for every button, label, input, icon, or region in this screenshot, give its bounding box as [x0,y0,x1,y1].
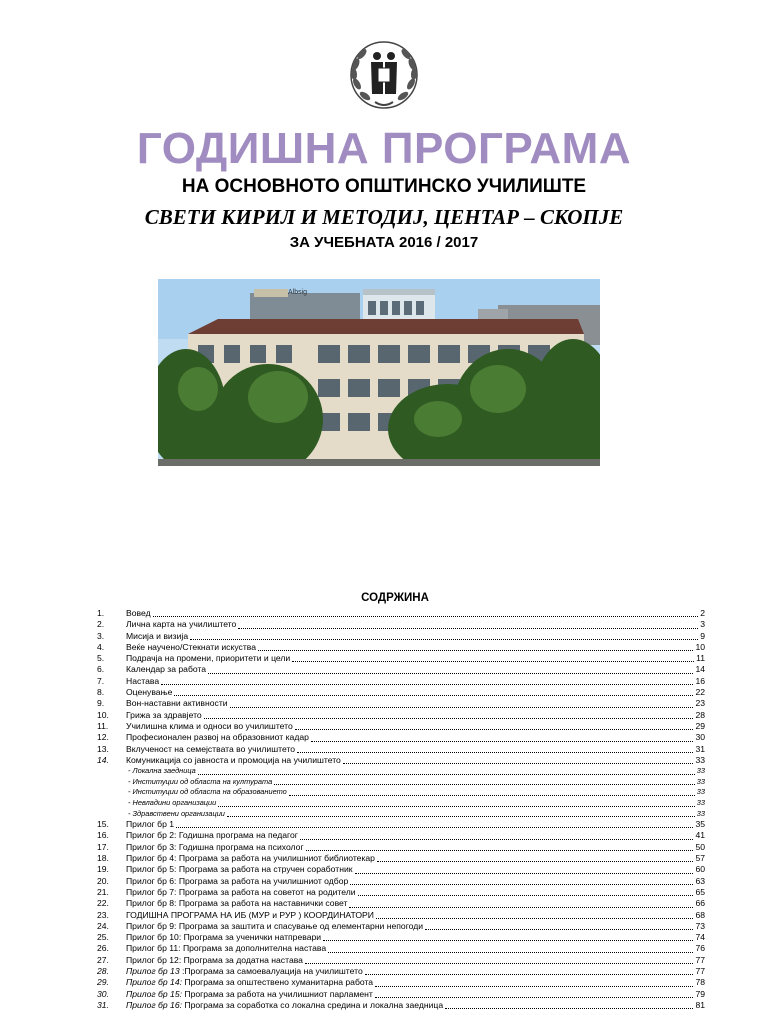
toc-subrow[interactable] [97,766,705,777]
toc-page: 65 [695,886,705,897]
toc-label: Оценување [126,687,173,698]
dot-leader [377,861,693,862]
toc-page: 60 [695,864,705,875]
toc-label: Прилог бр 5: Програма за работа на стручен соработник [126,864,353,875]
toc-row[interactable] [97,710,705,721]
dot-leader [328,952,693,953]
toc-page: 28 [695,709,705,720]
toc-number: 17. [97,841,109,852]
dot-leader [297,752,693,753]
toc-page: 33 [696,797,705,807]
toc-label: Вклученост на семејствата во училиштето [126,743,296,754]
toc-label: Прилог бр 12: Програма за додатна настава [126,954,303,965]
toc-row[interactable] [97,721,705,732]
toc-row[interactable] [97,876,705,887]
toc-label: Календар за работа [126,664,207,675]
toc-label: Мисија и визија [126,630,189,641]
toc-label: Прилог бр 7: Програма за работа на советот на родители [126,886,356,897]
toc-row[interactable] [97,842,705,853]
toc-row[interactable] [97,977,705,988]
toc-label: Училишна клима и односи во училиштето [126,720,293,731]
toc-row[interactable] [97,966,705,977]
toc-number: 14. [97,754,109,765]
toc-number: 15. [97,819,109,830]
dot-leader [425,929,693,930]
toc-row[interactable] [97,698,705,709]
toc-label: Прилог бр 11: Програма за дополнителна настава [126,943,327,954]
toc-row[interactable] [97,819,705,830]
document-title: ГОДИШНА ПРОГРАМА [136,124,632,173]
dot-leader [208,673,693,674]
toc-row[interactable] [97,853,705,864]
dot-leader [305,963,693,964]
toc-page: 63 [695,875,705,886]
toc-page: 33 [695,754,705,765]
toc-number: 26. [97,943,109,954]
dot-leader [375,986,693,987]
dot-leader [274,784,695,785]
toc-page: 76 [695,943,705,954]
toc-number: 8. [97,687,105,698]
toc-label: Настава [126,675,160,686]
dot-leader [311,741,694,742]
toc-page: 74 [695,932,705,943]
dot-leader [365,974,694,975]
toc-number: 27. [97,954,109,965]
toc-number: 25. [97,932,109,943]
toc-row[interactable] [97,642,705,653]
dot-leader [292,661,694,662]
toc-page: 33 [696,808,705,818]
toc-sublabel: - Локална заедница [128,766,196,776]
toc-label: Прилог бр 2: Годишна програма на педагог [126,830,298,841]
toc-label: ГОДИШНА ПРОГРАМА НА ИБ (МУР и РУР ) КООРДИНАТОРИ [126,909,374,920]
toc-label: Грижа за здравјето [126,709,202,720]
toc-number: 31. [97,999,109,1010]
table-of-contents [97,608,705,1011]
toc-heading: СОДРЖИНА [361,592,429,604]
school-logo [345,36,423,114]
toc-label: Комуникација со јавноста и промоција на училиштето [126,754,341,765]
toc-number: 28. [97,965,109,976]
toc-label: Веќе научено/Стекнати искуства [126,641,257,652]
toc-page: 79 [695,988,705,999]
dot-leader [258,650,693,651]
toc-row[interactable] [97,619,705,630]
toc-page: 66 [695,898,705,909]
toc-number: 19. [97,864,109,875]
laurel-wreath-icon [345,36,423,114]
toc-row[interactable] [97,744,705,755]
toc-page: 16 [695,675,705,686]
toc-number: 21. [97,886,109,897]
dot-leader [174,695,693,696]
toc-row[interactable] [97,989,705,1000]
toc-number: 20. [97,875,109,886]
dot-leader [350,884,693,885]
toc-sublabel: - Институции од областа на културата [128,776,273,786]
toc-label: Прилог бр 8: Програма за работа на наставнички совет [126,898,348,909]
toc-page: 14 [695,664,705,675]
toc-number: 29. [97,977,109,988]
toc-subrow[interactable] [97,777,705,788]
dot-leader [289,795,695,796]
toc-number: 18. [97,853,109,864]
school-type-line: НА ОСНОВНОТО ОПШТИНСКО УЧИЛИШТЕ [181,176,587,197]
toc-row[interactable] [97,653,705,664]
toc-label: Прилог бр 14: Програма за општествено хуманитарна работа [126,977,374,988]
toc-label: Прилог бр 4: Програма за работа на училишниот библиотекар [126,853,375,864]
toc-number: 3. [97,630,105,641]
toc-page: 23 [695,698,705,709]
toc-page: 50 [695,841,705,852]
toc-page: 77 [695,954,705,965]
toc-row[interactable] [97,608,705,619]
toc-label: Лична карта на училиштето [126,619,237,630]
dot-leader [161,684,693,685]
toc-row[interactable] [97,943,705,954]
toc-label: Прилог бр 16: Програма за соработка со локална средина и локална заедница [126,999,444,1010]
toc-row[interactable] [97,932,705,943]
toc-page: 78 [695,977,705,988]
toc-row[interactable] [97,732,705,743]
toc-row[interactable] [97,955,705,966]
dot-leader [323,940,693,941]
dot-leader [375,997,694,998]
toc-row[interactable] [97,676,705,687]
dot-leader [343,763,694,764]
toc-number: 13. [97,743,109,754]
toc-number: 10. [97,709,109,720]
toc-label: Вовед [126,608,151,618]
toc-row[interactable] [97,898,705,909]
toc-number: 24. [97,920,109,931]
toc-page: 68 [695,909,705,920]
dot-leader [355,873,694,874]
toc-row[interactable] [97,864,705,875]
toc-page: 11 [696,653,705,664]
toc-page: 9 [700,630,705,641]
dot-leader [218,806,695,807]
toc-row[interactable] [97,687,705,698]
toc-page: 3 [700,619,705,630]
rooftop-sign: Albsig [288,289,308,296]
toc-number: 12. [97,732,109,743]
toc-sublabel: - Институции од областа на образованието [128,787,287,797]
toc-label: Вон-наставни активности [126,698,228,709]
toc-subrow[interactable] [97,787,705,798]
toc-page: 33 [696,787,705,797]
toc-row[interactable] [97,830,705,841]
toc-number: 22. [97,898,109,909]
toc-number: 2. [97,619,105,630]
toc-page: 31 [695,743,705,754]
toc-page: 10 [695,641,705,652]
toc-page: 2 [700,608,705,618]
toc-page: 33 [696,766,705,776]
toc-number: 11. [97,720,109,731]
toc-label: Прилог бр 3: Годишна програма на психолог [126,841,304,852]
school-name-line: СВЕТИ КИРИЛ И МЕТОДИЈ, ЦЕНТАР – СКОПЈЕ [144,205,624,229]
toc-number: 4. [97,641,105,652]
toc-number: 30. [97,988,109,999]
toc-subrow[interactable] [97,798,705,809]
toc-number: 6. [97,664,105,675]
dot-leader [238,628,698,629]
toc-label: Прилог бр 6: Програма за работа на училишниот одбор [126,875,349,886]
toc-page: 33 [696,776,705,786]
dot-leader [300,839,694,840]
school-building-photo [158,279,600,466]
school-year-line: ЗА УЧЕБНАТА 2016 / 2017 [289,234,479,251]
dot-leader [230,707,694,708]
toc-row[interactable] [97,910,705,921]
toc-page: 30 [695,732,705,743]
toc-page: 81 [695,999,705,1010]
dot-leader [204,718,694,719]
toc-row[interactable] [97,755,705,766]
dot-leader [445,1008,693,1009]
toc-label: Прилог бр 9: Програма за заштита и спасување од елементарни непогоди [126,920,424,931]
toc-row[interactable] [97,921,705,932]
toc-label: Прилог бр 15: Програма за работа на училишниот парламент [126,988,373,999]
toc-subrow[interactable] [97,809,705,820]
toc-page: 57 [695,853,705,864]
toc-sublabel: - Невладини организации [128,797,217,807]
dot-leader [376,918,694,919]
dot-leader [153,616,699,617]
toc-page: 22 [695,687,705,698]
toc-page: 35 [695,819,705,830]
toc-row[interactable] [97,887,705,898]
dot-leader [198,774,695,775]
toc-page: 41 [695,830,705,841]
dot-leader [349,907,693,908]
toc-number: 16. [97,830,109,841]
toc-page: 29 [695,720,705,731]
dot-leader [295,729,694,730]
toc-number: 7. [97,675,105,686]
dot-leader [358,895,694,896]
toc-label: Прилог бр 13 :Програма за самоевалуација на училиштето [126,965,363,976]
toc-row[interactable] [97,1000,705,1011]
toc-label: Прилог бр 1 [126,819,175,830]
dot-leader [227,816,695,817]
toc-label: Прилог бр 10: Програма за ученички натпревари [126,932,322,943]
toc-label: Подрачја на промени, приоритети и цели [126,653,291,664]
toc-sublabel: - Здравствени организации [128,808,225,818]
toc-number: 23. [97,909,109,920]
dot-leader [190,639,698,640]
toc-number: 1. [97,608,105,618]
dot-leader [306,850,694,851]
toc-row[interactable] [97,631,705,642]
toc-number: 5. [97,653,105,664]
toc-row[interactable] [97,664,705,675]
toc-page: 77 [695,965,705,976]
dot-leader [176,827,693,828]
toc-number: 9. [97,698,105,709]
toc-page: 73 [695,920,705,931]
toc-label: Професионален развој на образовниот кадар [126,732,309,743]
